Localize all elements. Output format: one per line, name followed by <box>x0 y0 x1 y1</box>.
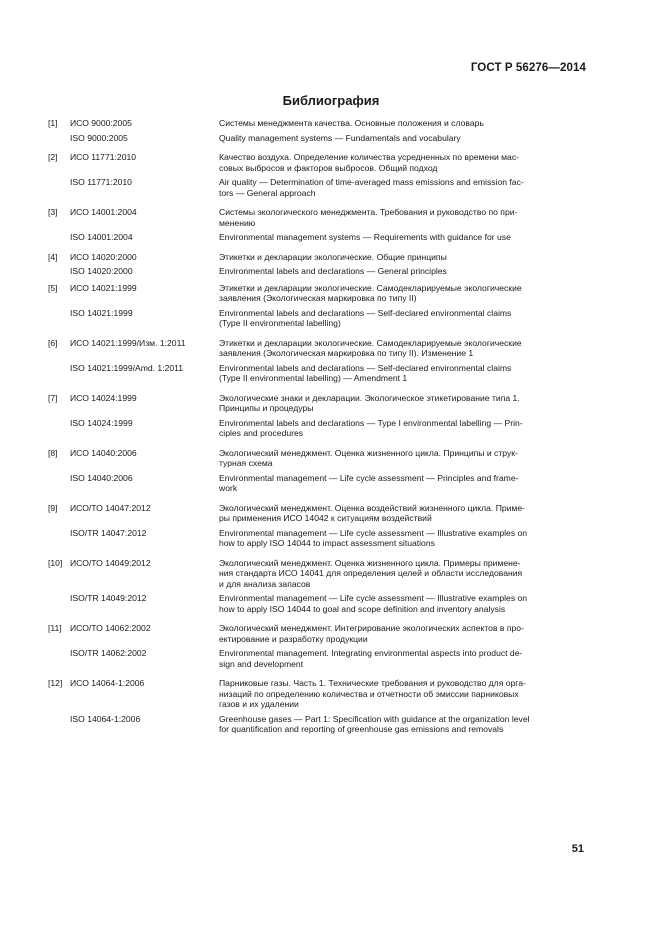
standard-title: Environmental labels and declarations — General principles <box>219 266 447 276</box>
standard-title: Экологический менеджмент. Интегрирование экологических аспектов в про- ектирование и разработку продукции <box>219 623 524 644</box>
entry-number: [2] <box>48 152 58 162</box>
standard-title: Environmental labels and declarations — Type I environmental labelling — Prin- ciples and procedures <box>219 417 523 438</box>
standard-title: Этикетки и декларации экологические. Общие принципы <box>219 251 447 262</box>
entry-number: [4] <box>48 251 58 262</box>
bibliography-entry <box>48 448 588 469</box>
standard-code: ISO 14021:1999 <box>70 307 133 318</box>
standard-code: ИСО 14040:2006 <box>70 447 137 458</box>
standard-code: ISO 14024:1999 <box>70 417 133 428</box>
page-number: 51 <box>571 843 584 855</box>
entry-number: [8] <box>48 447 58 458</box>
bibliography-entry <box>48 473 588 494</box>
standard-title: Environmental management — Life cycle assessment — Illustrative examples on how to apply ISO 14044 to goal and scope definition and inventory analysis <box>219 593 528 614</box>
bibliography-entry <box>48 714 588 735</box>
standard-code: ISO/TR 14062:2002 <box>70 648 147 658</box>
standard-code: ИСО/ТО 14062:2002 <box>70 623 151 633</box>
page-title: Библиография <box>282 93 380 108</box>
standard-title: Этикетки и декларации экологические. Самодекларируемые экологические заявления (Экологическая маркировка по типу II). Изменение 1 <box>219 337 522 358</box>
entry-number: [9] <box>48 502 58 513</box>
standard-title: Экологический менеджмент. Оценка жизненного цикла. Принципы и струк- турная схема <box>219 447 518 468</box>
standard-code: ISO 14021:1999/Amd. 1:2011 <box>70 362 184 373</box>
standard-code: ИСО/ТО 14047:2012 <box>70 502 151 513</box>
standard-code: ISO 14001:2004 <box>70 232 133 242</box>
standard-title: Greenhouse gases — Part 1: Specification with guidance at the organization level for quantification and reporting of greenhouse gas emissions and removals <box>219 713 530 734</box>
document-standard-number: ГОСТ Р 56276—2014 <box>470 62 586 74</box>
standard-title: Экологический менеджмент. Оценка жизненного цикла. Примеры примене- ния стандарта ИСО 14041 для определения целей и области исследования и для анализа запасов <box>219 557 523 589</box>
bibliography-entry <box>48 266 588 277</box>
entry-number: [3] <box>48 207 58 217</box>
standard-title: Environmental labels and declarations — Self-declared environmental claims (Type II environmental labelling) <box>219 307 512 328</box>
standard-code: ISO/TR 14047:2012 <box>70 527 147 538</box>
standard-code: ISO 9000:2005 <box>70 132 128 143</box>
bibliography-entry <box>48 252 588 263</box>
bibliography-entry <box>48 118 588 129</box>
standard-title: Качество воздуха. Определение количества усредненных по времени мас- совых выбросов и факторов выбросов. Общий подход <box>219 152 519 173</box>
bibliography-entry <box>48 133 588 144</box>
bibliography-entry <box>48 207 588 228</box>
bibliography-entry <box>48 558 588 590</box>
bibliography-entry <box>48 528 588 549</box>
bibliography-entry <box>48 418 588 439</box>
bibliography-entry <box>48 232 588 243</box>
bibliography-entry <box>48 593 588 614</box>
bibliography-entry <box>48 623 588 644</box>
standard-code: ИСО/ТО 14049:2012 <box>70 557 151 568</box>
entry-number: [1] <box>48 118 58 128</box>
standard-title: Парниковые газы. Часть 1. Технические требования и руководство для орга- низаций по определению количества и отчетности об эмиссии парниковых газов и их удалении <box>219 678 526 709</box>
entry-number: [5] <box>48 282 58 293</box>
entry-number: [11] <box>48 623 62 633</box>
standard-title: Air quality — Determination of time-averaged mass emissions and emission fac- tors — General approach <box>219 177 524 198</box>
standard-title: Environmental management — Life cycle assessment — Illustrative examples on how to apply ISO 14044 to impact assessment situations <box>219 527 528 548</box>
entry-number: [6] <box>48 337 58 348</box>
standard-code: ИСО 14001:2004 <box>70 207 137 217</box>
bibliography-entry <box>48 308 588 329</box>
standard-title: Quality management systems — Fundamentals and vocabulary <box>219 132 461 143</box>
bibliography-entry <box>48 177 588 198</box>
standard-title: Environmental management systems — Requirements with guidance for use <box>219 232 511 242</box>
bibliography-entry <box>48 152 588 173</box>
entry-number: [7] <box>48 392 58 403</box>
standard-title: Экологические знаки и декларации. Экологическое этикетирование типа 1. Принципы и процедуры <box>219 392 520 413</box>
standard-code: ISO 14040:2006 <box>70 472 133 483</box>
standard-code: ИСО 11771:2010 <box>70 152 137 162</box>
bibliography-entry <box>48 283 588 304</box>
standard-title: Environmental management. Integrating environmental aspects into product de- sign and development <box>219 648 523 669</box>
standard-code: ИСО 14020:2000 <box>70 251 137 262</box>
standard-title: Этикетки и декларации экологические. Самодекларируемые экологические заявления (Экологическая маркировка по типу II) <box>219 282 522 303</box>
standard-title: Экологический менеджмент. Оценка воздействий жизненного цикла. Приме- ры применения ИСО 14042 к ситуациям воздействий <box>219 502 526 523</box>
entry-number: [12] <box>48 678 63 688</box>
bibliography-list <box>48 118 588 735</box>
standard-code: ISO/TR 14049:2012 <box>70 593 147 603</box>
bibliography-entry <box>48 363 588 384</box>
standard-title: Системы экологического менеджмента. Требования и руководство по при- менению <box>219 207 518 228</box>
standard-code: ИСО 9000:2005 <box>70 118 132 128</box>
standard-code: ИСО 14021:1999/Изм. 1:2011 <box>70 337 186 348</box>
bibliography-entry <box>48 503 588 524</box>
standard-code: ИСО 14024:1999 <box>70 392 137 403</box>
bibliography-entry <box>48 338 588 359</box>
bibliography-entry <box>48 393 588 414</box>
standard-title: Environmental labels and declarations — Self-declared environmental claims (Type II environmental labelling) — Amendment 1 <box>219 362 512 383</box>
standard-code: ISO 14064-1:2006 <box>70 713 141 724</box>
bibliography-entry <box>48 648 588 669</box>
standard-code: ISO 11771:2010 <box>70 177 132 187</box>
standard-title: Системы менеджмента качества. Основные положения и словарь <box>219 118 484 128</box>
standard-code: ISO 14020:2000 <box>70 266 133 276</box>
standard-title: Environmental management — Life cycle assessment — Principles and frame- work <box>219 472 519 493</box>
bibliography-entry <box>48 678 588 710</box>
entry-number: [10] <box>48 557 63 568</box>
standard-code: ИСО 14021:1999 <box>70 282 137 293</box>
standard-code: ИСО 14064-1:2006 <box>70 678 145 688</box>
